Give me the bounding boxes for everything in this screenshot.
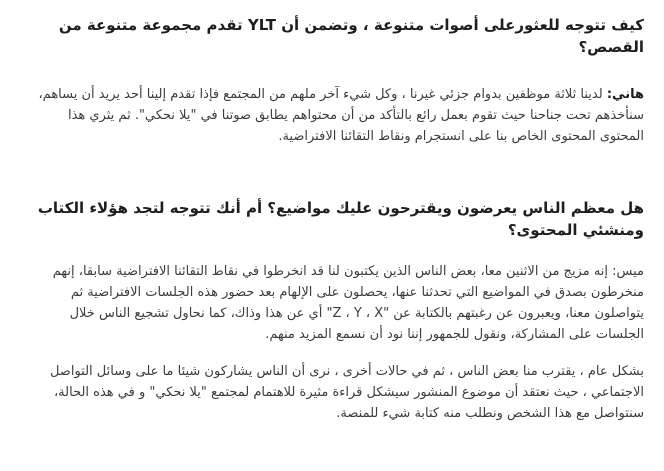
- answer-paragraph-1: [20, 84, 644, 147]
- answer-text-1: لدينا ثلاثة موظفين بدوام جزئي غيرنا ، وكل شيء آخر ملهم من المجتمع فإذا تقدم إلينا أحد يريد أن يساهم، سنأخذهم تحت جناحنا حيث تقوم بعمل رائع بالتأكد من أن محتواهم يطابق صوتنا في "يلا نحكي". ثم يثري هذا المحتوى المحتوى الخاص بنا على انستجرام ونقاط التقائنا الافتراضية.: [38, 87, 644, 144]
- answer-paragraph-3: بشكل عام ، يقترب منا بعض الناس ، ثم في حالات أخرى ، نرى أن الناس يشاركون شيئا ما على وسائل التواصل الاجتماعي ، حيث نعتقد أن موضوع المنشور سيشكل قراءة مثيرة للاهتمام لمجتمع "يلا نحكي" و في هذه الحالة، سنتواصل مع هذا الشخص ونطلب منه كتابة شيء للمنصة.: [49, 364, 644, 421]
- speaker-name: هاني:: [606, 87, 644, 102]
- question-heading-1: كيف تتوجه للعثورعلى أصوات متنوعة ، وتضمن أن YLT تقدم مجموعة متنوعة من القصص؟: [58, 16, 644, 56]
- answer-paragraph-2: ميس: إنه مزيج من الاثنين معا، بعض الناس الذين يكتبون لنا قد انخرطوا في نقاط التقائنا الافتراضية سابقا، إنهم منخرطون بصدق في المواضيع التي تحدثنا عنها، يحصلون على الإلهام بعد حضور هذه الجلسات الافتراضية ثم يتواصلون معنا، ويعبرون عن رغبتهم بالكتابة عن "Z ، Y ، X" أي عن هذا وذاك، كما نحاول تشجيع الناس خلال الجلسات على المشاركة، ونقول للجمهور إننا نود أن نسمع المزيد منهم.: [52, 264, 644, 342]
- question-heading-2: هل معظم الناس يعرضون ويقترحون عليك مواضيع؟ أم أنك تتوجه لتجد هؤلاء الكتاب ومنشئي المحتوى؟: [37, 199, 644, 239]
